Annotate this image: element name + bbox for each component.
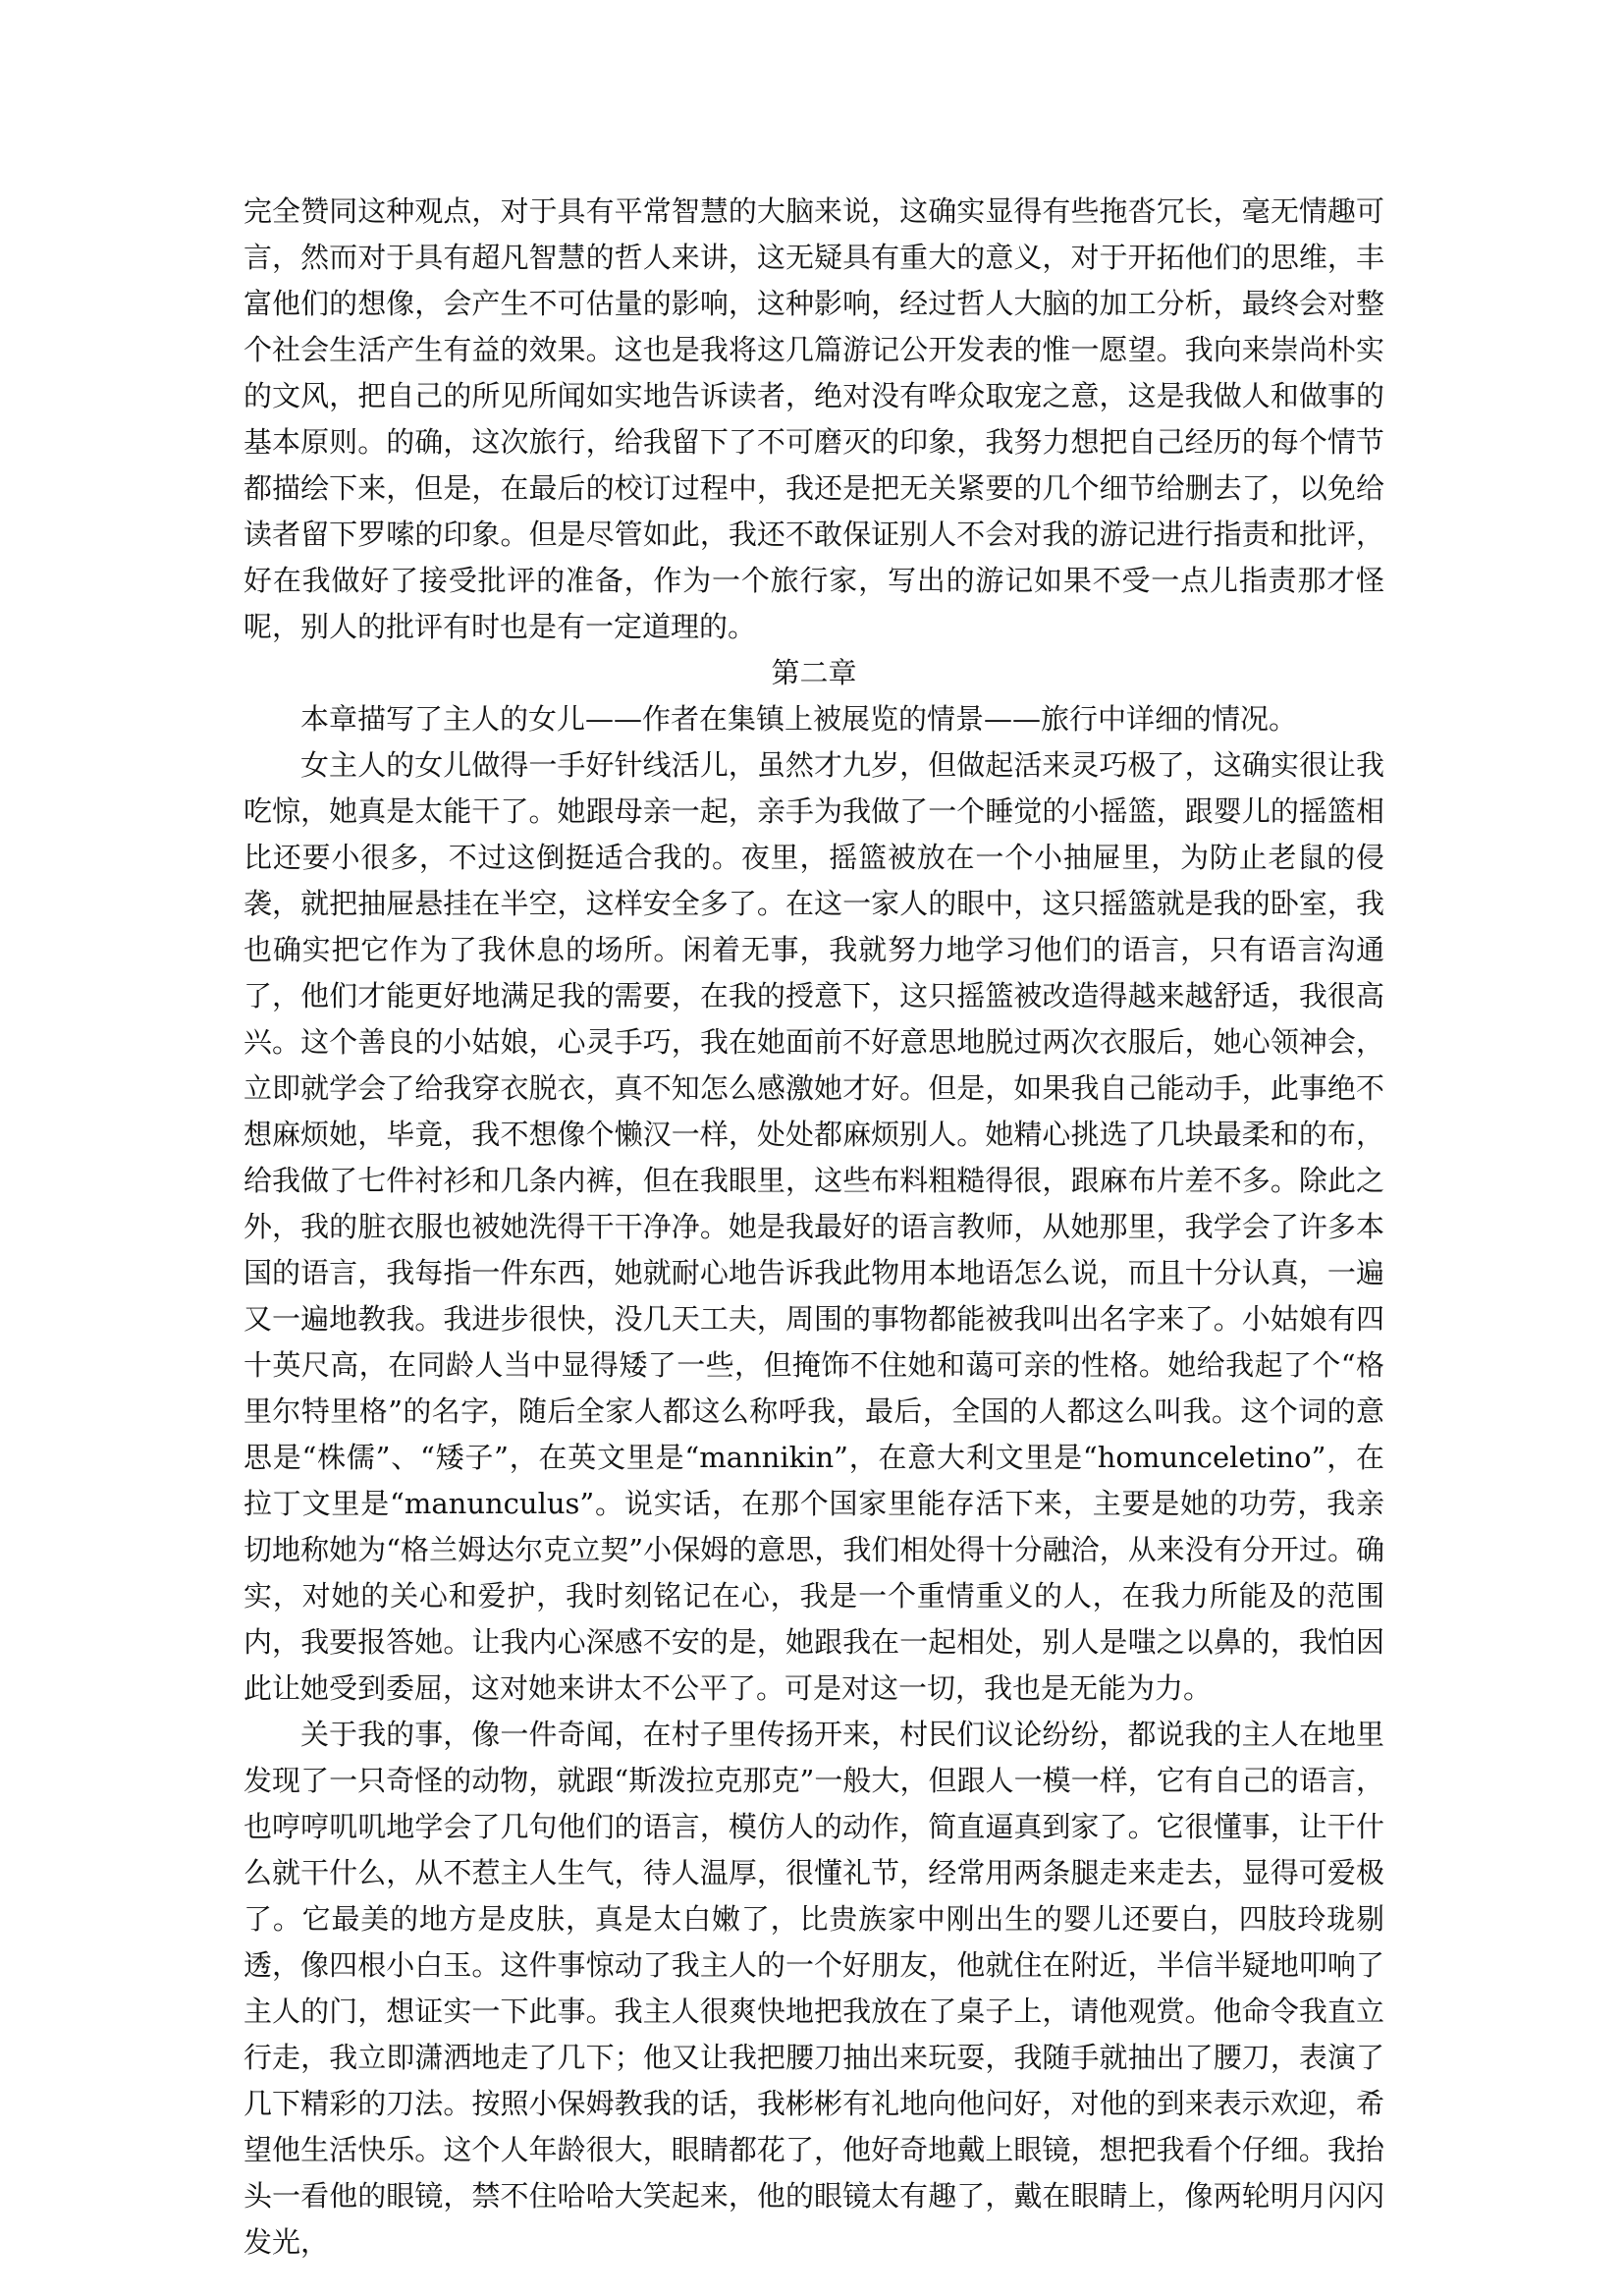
chapter-title: 第二章 <box>771 656 857 689</box>
chapter-summary: 本章描写了主人的女儿——作者在集镇上被展览的情景——旅行中详细的情况。 <box>300 702 1298 736</box>
document-page <box>243 189 1384 2266</box>
paragraph: 关于我的事，像一件奇闻，在村子里传扬开来，村民们议论纷纷，都说我的主人在地里发现了一只奇怪的动物，就跟“斯泼拉克那克”一般大，但跟人一模一样，它有自己的语言，也哼哼叽叽地学会了几句他们的语言，模仿人的动作，简直逼真到家了。它很懂事，让干什么就干什么，从不惹主人生气，待人温厚，很懂礼节，经常用两条腿走来走去，显得可爱极了。它最美的地方是皮肤，真是太白嫩了，比贵族家中刚出生的婴儿还要白，四肢玲珑剔透，像四根小白玉。这件事惊动了我主人的一个好朋友，他就住在附近，半信半疑地叩响了主人的门，想证实一下此事。我主人很爽快地把我放在了桌子上，请他观赏。他命令我直立行走，我立即潇洒地走了几下；他又让我把腰刀抽出来玩耍，我随手就抽出了腰刀，表演了几下精彩的刀法。按照小保姆教我的话，我彬彬有礼地向他问好，对他的到来表示欢迎，希望他生活快乐。这个人年龄很大，眼睛都花了，他好奇地戴上眼镜，想把我看个仔细。我抬头一看他的眼镜，禁不住哈哈大笑起来，他的眼镜太有趣了，戴在眼睛上，像两轮明月闪闪发光， <box>243 1718 1384 2259</box>
paragraph: 女主人的女儿做得一手好针线活儿，虽然才九岁，但做起活来灵巧极了，这确实很让我吃惊，她真是太能干了。她跟母亲一起，亲手为我做了一个睡觉的小摇篮，跟婴儿的摇篮相比还要小很多，不过这倒挺适合我的。夜里，摇篮被放在一个小抽屉里，为防止老鼠的侵袭，就把抽屉悬挂在半空，这样安全多了。在这一家人的眼中，这只摇篮就是我的卧室，我也确实把它作为了我休息的场所。闲着无事，我就努力地学习他们的语言，只有语言沟通了，他们才能更好地满足我的需要，在我的授意下，这只摇篮被改造得越来越舒适，我很高兴。这个善良的小姑娘，心灵手巧，我在她面前不好意思地脱过两次衣服后，她心领神会，立即就学会了给我穿衣脱衣，真不知怎么感激她才好。但是，如果我自己能动手，此事绝不想麻烦她，毕竟，我不想像个懒汉一样，处处都麻烦别人。她精心挑选了几块最柔和的布，给我做了七件衬衫和几条内裤，但在我眼里，这些布料粗糙得很，跟麻布片差不多。除此之外，我的脏衣服也被她洗得干干净净。她是我最好的语言教师，从她那里，我学会了许多本国的语言，我每指一件东西，她就耐心地告诉我此物用本地语怎么说，而且十分认真，一遍又一遍地教我。我进步很快，没几天工夫，周围的事物都能被我叫出名字来了。小姑娘有四十英尺高，在同龄人当中显得矮了一些，但掩饰不住她和蔼可亲的性格。她给我起了个“格里尔特里格”的名字，随后全家人都这么称呼我，最后，全国的人都这么叫我。这个词的意思是“株儒”、“矮子”，在英文里是“mannikin”，在意大利文里是“homunceletino”，在拉丁文里是“manunculus”。说实话，在那个国家里能存活下来，主要是她的功劳，我亲切地称她为“格兰姆达尔克立契”小保姆的意思，我们相处得十分融洽，从来没有分开过。确实，对她的关心和爱护，我时刻铭记在心，我是一个重情重义的人，在我力所能及的范围内，我要报答她。让我内心深感不安的是，她跟我在一起相处，别人是嗤之以鼻的，我怕因此让她受到委屈，这对她来讲太不公平了。可是对这一切，我也是无能为力。 <box>243 748 1384 1705</box>
paragraph-continued: 完全赞同这种观点，对于具有平常智慧的大脑来说，这确实显得有些拖沓冗长，毫无情趣可言，然而对于具有超凡智慧的哲人来讲，这无疑具有重大的意义，对于开拓他们的思维，丰富他们的想像，会产生不可估量的影响，这种影响，经过哲人大脑的加工分析，最终会对整个社会生活产生有益的效果。这也是我将这几篇游记公开发表的惟一愿望。我向来崇尚朴实的文风，把自己的所见所闻如实地告诉读者，绝对没有哗众取宠之意，这是我做人和做事的基本原则。的确，这次旅行，给我留下了不可磨灭的印象，我努力想把自己经历的每个情节都描绘下来，但是，在最后的校订过程中，我还是把无关紧要的几个细节给删去了，以免给读者留下罗嗦的印象。但是尽管如此，我还不敢保证别人不会对我的游记进行指责和批评，好在我做好了接受批评的准备，作为一个旅行家，写出的游记如果不受一点儿指责那才怪呢，别人的批评有时也是有一定道理的。 <box>243 194 1384 643</box>
